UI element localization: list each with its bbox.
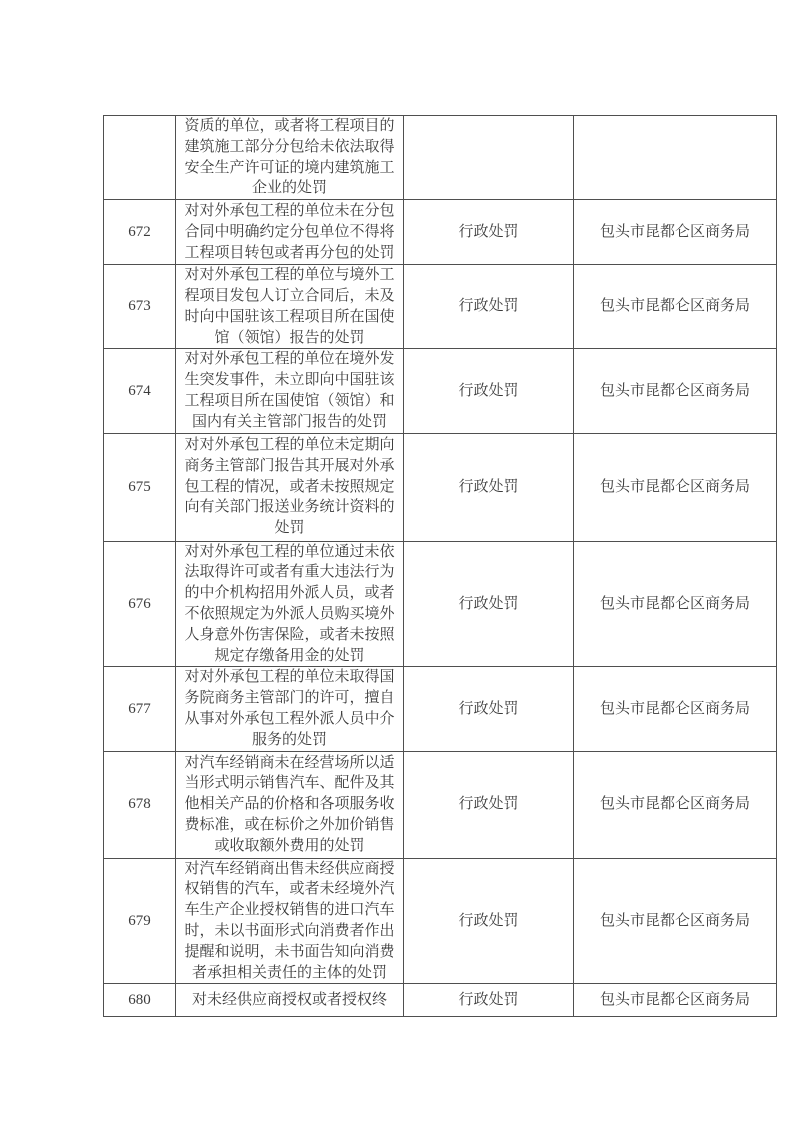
row-description-cell: 对对外承包工程的单位未取得国务院商务主管部门的许可，擅自从事对外承包工程外派人员中介服务的处罚 [176, 667, 404, 751]
row-number-cell: 678 [104, 751, 176, 858]
row-number-cell: 674 [104, 349, 176, 433]
row-number-cell [104, 116, 176, 200]
row-description-cell: 对汽车经销商出售未经供应商授权销售的汽车，或者未经境外汽车生产企业授权销售的进口汽车时，未以书面形式向消费者作出提醒和说明，未书面告知向消费者承担相关责任的主体的处罚 [176, 858, 404, 984]
table-row [104, 984, 777, 1017]
row-agency-cell: 包头市昆都仑区商务局 [574, 751, 777, 858]
penalty-items-table [103, 115, 777, 1017]
row-penalty-type-cell: 行政处罚 [404, 984, 574, 1017]
row-description-cell: 对汽车经销商未在经营场所以适当形式明示销售汽车、配件及其他相关产品的价格和各项服务收费标准，或在标价之外加价销售或收取额外费用的处罚 [176, 751, 404, 858]
row-agency-cell: 包头市昆都仑区商务局 [574, 858, 777, 984]
row-agency-cell: 包头市昆都仑区商务局 [574, 349, 777, 433]
table-row [104, 200, 777, 265]
row-penalty-type-cell: 行政处罚 [404, 858, 574, 984]
row-description-cell: 对对外承包工程的单位与境外工程项目发包人订立合同后，未及时向中国驻该工程项目所在国使馆（领馆）报告的处罚 [176, 265, 404, 349]
row-penalty-type-cell: 行政处罚 [404, 200, 574, 265]
row-agency-cell: 包头市昆都仑区商务局 [574, 265, 777, 349]
row-number-cell: 675 [104, 433, 176, 541]
row-agency-cell: 包头市昆都仑区商务局 [574, 667, 777, 751]
row-agency-cell: 包头市昆都仑区商务局 [574, 541, 777, 667]
row-agency-cell [574, 116, 777, 200]
row-number-cell: 680 [104, 984, 176, 1017]
row-agency-cell: 包头市昆都仑区商务局 [574, 200, 777, 265]
row-penalty-type-cell: 行政处罚 [404, 751, 574, 858]
row-agency-cell: 包头市昆都仑区商务局 [574, 984, 777, 1017]
row-penalty-type-cell: 行政处罚 [404, 265, 574, 349]
table-row [104, 349, 777, 433]
row-description-cell: 资质的单位，或者将工程项目的建筑施工部分分包给未依法取得安全生产许可证的境内建筑施工企业的处罚 [176, 116, 404, 200]
row-number-cell: 677 [104, 667, 176, 751]
row-penalty-type-cell: 行政处罚 [404, 541, 574, 667]
row-description-cell: 对未经供应商授权或者授权终 [176, 984, 404, 1017]
row-number-cell: 676 [104, 541, 176, 667]
row-number-cell: 673 [104, 265, 176, 349]
row-agency-cell: 包头市昆都仑区商务局 [574, 433, 777, 541]
row-number-cell: 679 [104, 858, 176, 984]
table-row [104, 751, 777, 858]
row-penalty-type-cell: 行政处罚 [404, 667, 574, 751]
table-row [104, 667, 777, 751]
row-number-cell: 672 [104, 200, 176, 265]
row-penalty-type-cell: 行政处罚 [404, 349, 574, 433]
row-description-cell: 对对外承包工程的单位未在分包合同中明确约定分包单位不得将工程项目转包或者再分包的处罚 [176, 200, 404, 265]
row-description-cell: 对对外承包工程的单位未定期向商务主管部门报告其开展对外承包工程的情况，或者未按照规定向有关部门报送业务统计资料的处罚 [176, 433, 404, 541]
row-description-cell: 对对外承包工程的单位通过未依法取得许可或者有重大违法行为的中介机构招用外派人员，或者不依照规定为外派人员购买境外人身意外伤害保险，或者未按照规定存缴备用金的处罚 [176, 541, 404, 667]
row-description-cell: 对对外承包工程的单位在境外发生突发事件，未立即向中国驻该工程项目所在国使馆（领馆）和国内有关主管部门报告的处罚 [176, 349, 404, 433]
table-row [104, 858, 777, 984]
row-penalty-type-cell [404, 116, 574, 200]
row-penalty-type-cell: 行政处罚 [404, 433, 574, 541]
table-row [104, 541, 777, 667]
table-row [104, 433, 777, 541]
table-row [104, 265, 777, 349]
table-row [104, 116, 777, 200]
